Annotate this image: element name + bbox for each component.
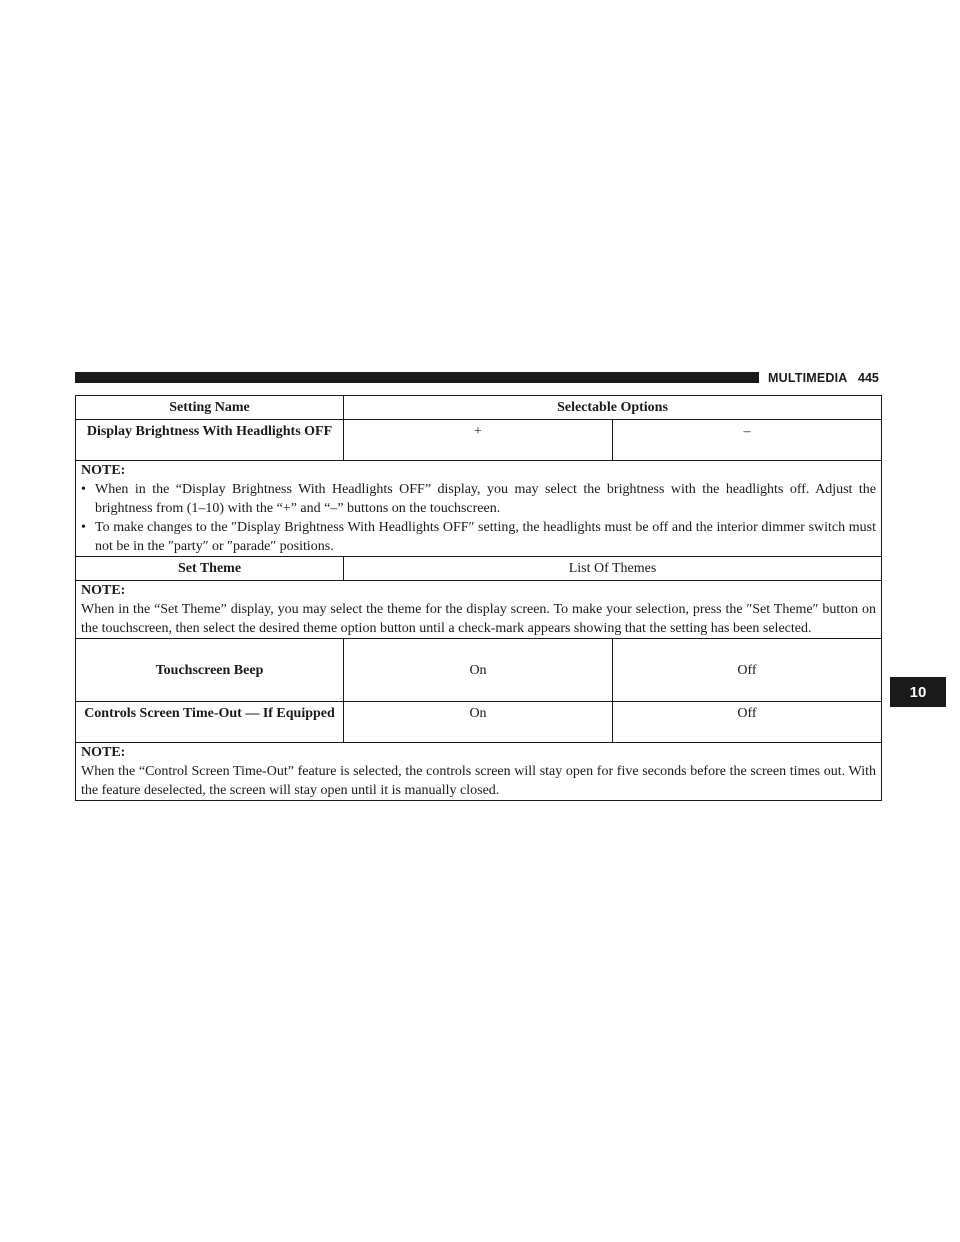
note-bullet-text: When in the “Display Brightness With Headlights OFF” display, you may select the brightness with the headlights off. Adjust the brightness from (1–10) with the “+” and “–” buttons on the touchscreen. [95, 482, 876, 516]
table-row [76, 557, 882, 581]
col-header-setting-name: Setting Name [76, 396, 344, 420]
setting-name: Touchscreen Beep [76, 639, 344, 702]
note-cell [76, 581, 882, 639]
page-number: 445 [858, 371, 879, 385]
chapter-tab: 10 [890, 677, 946, 707]
header-rule [75, 372, 759, 383]
option-value: Off [613, 702, 882, 743]
setting-name: Controls Screen Time-Out — If Equipped [76, 702, 344, 743]
note-label: NOTE: [81, 463, 126, 478]
table-row [76, 702, 882, 743]
list-item [81, 480, 876, 518]
option-value: List Of Themes [344, 557, 882, 581]
option-value: Off [613, 639, 882, 702]
table-row [76, 639, 882, 702]
note-bullet-text: To make changes to the ″Display Brightness With Headlights OFF″ setting, the headlights must be off and the interior dimmer switch must not be in the ″party″ or ″parade″ positions. [95, 520, 876, 554]
settings-table [75, 395, 882, 801]
note-label: NOTE: [81, 583, 126, 598]
setting-name: Display Brightness With Headlights OFF [76, 420, 344, 461]
option-value: On [344, 702, 613, 743]
option-value: + [344, 420, 613, 461]
note-text: When the “Control Screen Time-Out” feature is selected, the controls screen will stay open for five seconds before the screen times out. With the feature deselected, the screen will stay open until it is manually closed. [81, 764, 876, 798]
bullet-icon: • [81, 520, 86, 535]
note-text: When in the “Set Theme” display, you may select the theme for the display screen. To make your selection, press the ″Set Theme″ button on the touchscreen, then select the desired theme option button until a check-mark appears showing that the setting has been selected. [81, 602, 876, 636]
list-item [81, 518, 876, 556]
note-row [76, 743, 882, 801]
note-cell [76, 461, 882, 557]
bullet-icon: • [81, 482, 86, 497]
note-cell [76, 743, 882, 801]
note-row [76, 461, 882, 557]
col-header-selectable-options: Selectable Options [344, 396, 882, 420]
note-row [76, 581, 882, 639]
option-value: – [613, 420, 882, 461]
table-header-row [76, 396, 882, 420]
table-row [76, 420, 882, 461]
setting-name: Set Theme [76, 557, 344, 581]
option-value: On [344, 639, 613, 702]
section-title: MULTIMEDIA [768, 371, 848, 385]
note-label: NOTE: [81, 745, 126, 760]
